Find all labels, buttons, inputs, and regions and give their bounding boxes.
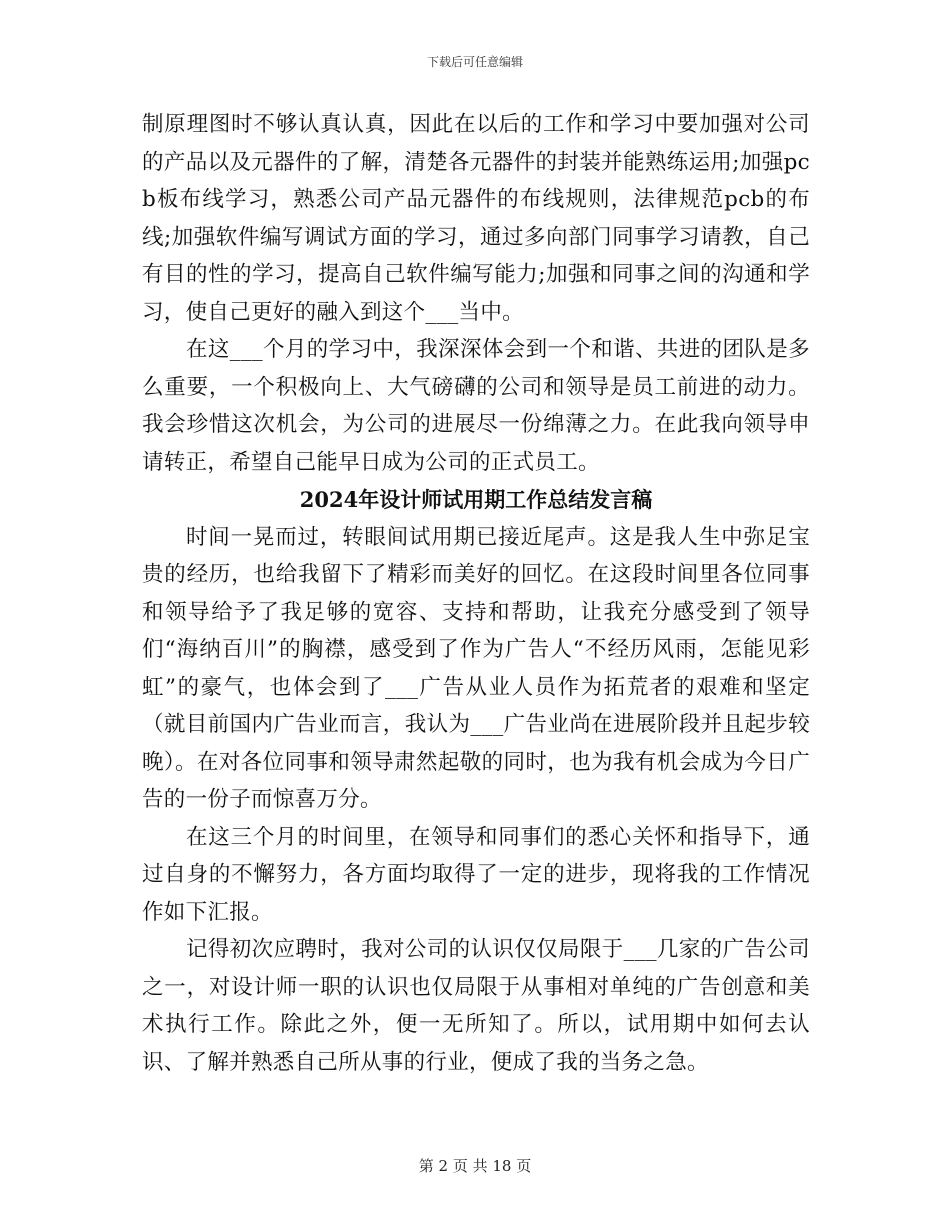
paragraph-continued: 制原理图时不够认真认真，因此在以后的工作和学习中要加强对公司的产品以及元器件的了解，清楚各元器件的封装并能熟练运用;加强pcb板布线学习，熟悉公司产品元器件的布线规则，法律规范pcb的布线;加强软件编写调试方面的学习，通过多向部门同事学习请教，自己有目的性的学习，提高自己软件编写能力;加强和同事之间的沟通和学习，使自己更好的融入到这个___当中。 xyxy=(142,112,810,325)
page-number: 第 2 页 共 18 页 xyxy=(418,1157,532,1175)
paragraph-intro: 时间一晃而过，转眼间试用期已接近尾声。这是我人生中弥足宝贵的经历，也给我留下了精彩而美好的回忆。在这段时间里各位同事和领导给予了我足够的宽容、支持和帮助，让我充分感受到了领导们“海纳百川”的胸襟，感受到了作为广告人“不经历风雨，怎能见彩虹”的豪气，也体会到了___广告从业人员作为拓荒者的艰难和坚定（就目前国内广告业而言，我认为___广告业尚在进展阶段并且起步较晚）。在对各位同事和领导肃然起敬的同时，也为我有机会成为今日广告的一份子而惊喜万分。 xyxy=(142,524,810,812)
paragraph-first-impression: 记得初次应聘时，我对公司的认识仅仅局限于___几家的广告公司之一，对设计师一职的认识也仅局限于从事相对单纯的广告创意和美术执行工作。除此之外，便一无所知了。所以，试用期中如何去认识、了解并熟悉自己所从事的行业，便成了我的当务之急。 xyxy=(142,937,810,1075)
document-body xyxy=(142,106,810,1081)
document-title: 2024年设计师试用期工作总结发言稿 xyxy=(299,487,653,512)
paragraph-closing-request: 在这___个月的学习中，我深深体会到一个和谐、共进的团队是多么重要，一个积极向上、大气磅礴的公司和领导是员工前进的动力。我会珍惜这次机会，为公司的进展尽一份绵薄之力。在此我向领导申请转正，希望自己能早日成为公司的正式员工。 xyxy=(142,337,810,475)
paragraph-summary: 在这三个月的时间里，在领导和同事们的悉心关怀和指导下，通过自身的不懈努力，各方面均取得了一定的进步，现将我的工作情况作如下汇报。 xyxy=(142,824,810,925)
page-header: 下载后可任意编辑 xyxy=(426,55,523,69)
